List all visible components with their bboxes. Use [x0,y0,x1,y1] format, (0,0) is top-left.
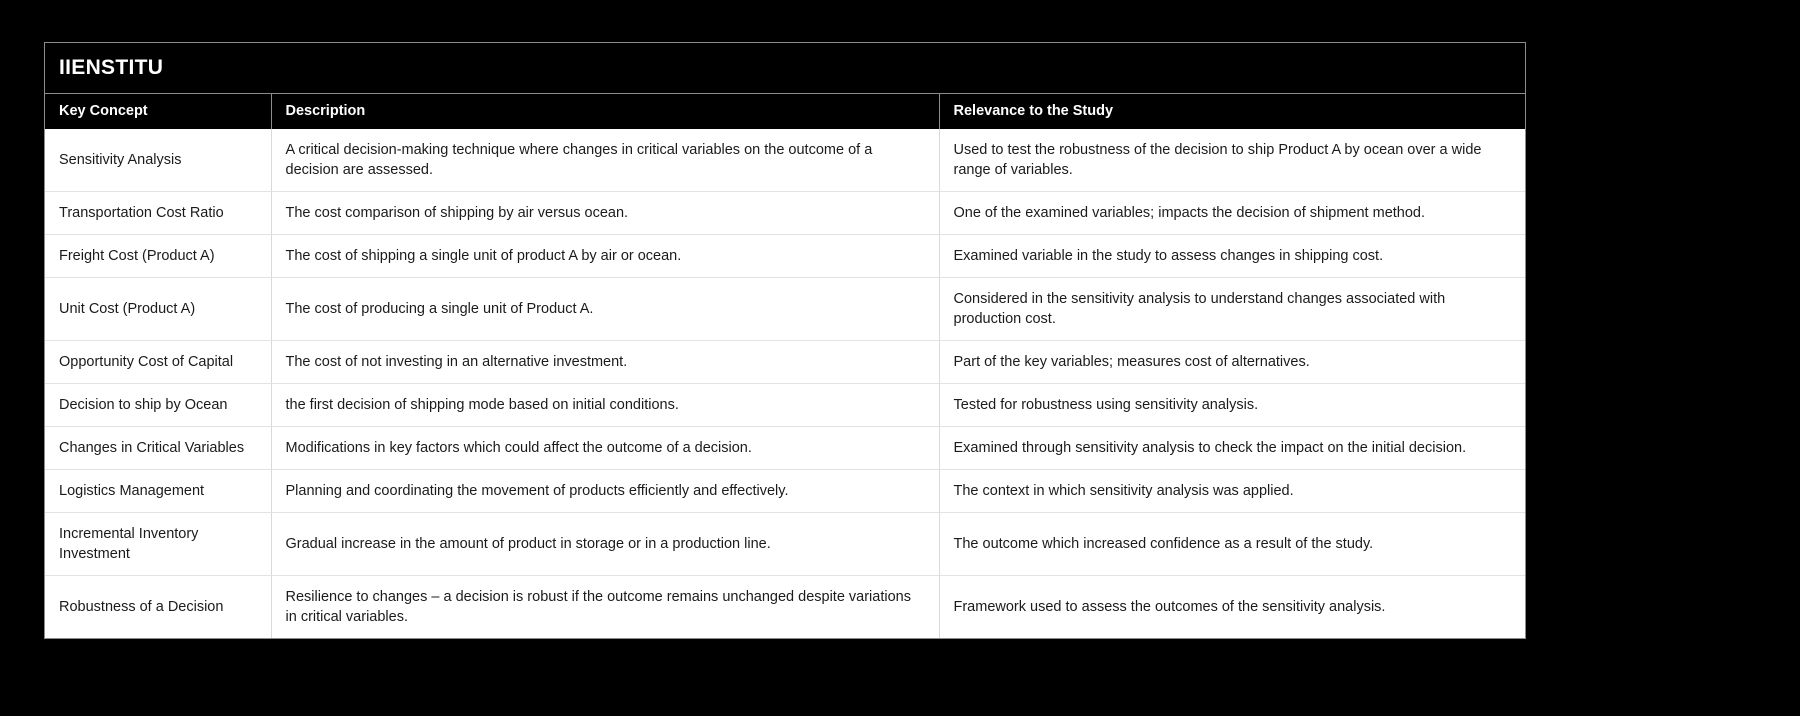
cell-relevance: The context in which sensitivity analysis was applied. [939,470,1525,513]
cell-key-concept: Unit Cost (Product A) [45,278,271,341]
table-header [45,94,1525,129]
table-row [45,427,1525,470]
cell-description: Gradual increase in the amount of product in storage or in a production line. [271,513,939,576]
cell-relevance: Considered in the sensitivity analysis to understand changes associated with production cost. [939,278,1525,341]
cell-key-concept: Robustness of a Decision [45,576,271,639]
column-header-description: Description [271,94,939,129]
cell-key-concept: Incremental Inventory Investment [45,513,271,576]
brand-title: IIENSTITU [59,56,164,79]
cell-key-concept: Decision to ship by Ocean [45,384,271,427]
cell-key-concept: Freight Cost (Product A) [45,235,271,278]
table-row [45,129,1525,192]
cell-key-concept: Transportation Cost Ratio [45,192,271,235]
cell-key-concept: Changes in Critical Variables [45,427,271,470]
column-header-relevance: Relevance to the Study [939,94,1525,129]
brand-header [45,43,1525,94]
table-row [45,470,1525,513]
cell-relevance: The outcome which increased confidence as a result of the study. [939,513,1525,576]
cell-relevance: Tested for robustness using sensitivity analysis. [939,384,1525,427]
cell-description: The cost of not investing in an alternative investment. [271,341,939,384]
cell-relevance: Examined through sensitivity analysis to check the impact on the initial decision. [939,427,1525,470]
table-row [45,513,1525,576]
cell-key-concept: Opportunity Cost of Capital [45,341,271,384]
table-row [45,192,1525,235]
table-row [45,384,1525,427]
cell-relevance: Used to test the robustness of the decision to ship Product A by ocean over a wide range of variables. [939,129,1525,192]
table-row [45,235,1525,278]
cell-description: Modifications in key factors which could affect the outcome of a decision. [271,427,939,470]
column-header-key-concept: Key Concept [45,94,271,129]
cell-description: the first decision of shipping mode based on initial conditions. [271,384,939,427]
concept-table-card [44,42,1526,639]
cell-relevance: Part of the key variables; measures cost of alternatives. [939,341,1525,384]
cell-relevance: Examined variable in the study to assess changes in shipping cost. [939,235,1525,278]
cell-relevance: Framework used to assess the outcomes of the sensitivity analysis. [939,576,1525,639]
cell-description: The cost comparison of shipping by air versus ocean. [271,192,939,235]
cell-description: A critical decision-making technique where changes in critical variables on the outcome of a decision are assessed. [271,129,939,192]
key-concepts-table [45,94,1525,638]
table-row [45,576,1525,639]
cell-key-concept: Sensitivity Analysis [45,129,271,192]
cell-relevance: One of the examined variables; impacts the decision of shipment method. [939,192,1525,235]
cell-description: Planning and coordinating the movement of products efficiently and effectively. [271,470,939,513]
cell-description: The cost of shipping a single unit of product A by air or ocean. [271,235,939,278]
table-body [45,129,1525,638]
cell-key-concept: Logistics Management [45,470,271,513]
table-header-row [45,94,1525,129]
cell-description: Resilience to changes – a decision is robust if the outcome remains unchanged despite variations in critical variables. [271,576,939,639]
table-row [45,341,1525,384]
cell-description: The cost of producing a single unit of Product A. [271,278,939,341]
table-row [45,278,1525,341]
